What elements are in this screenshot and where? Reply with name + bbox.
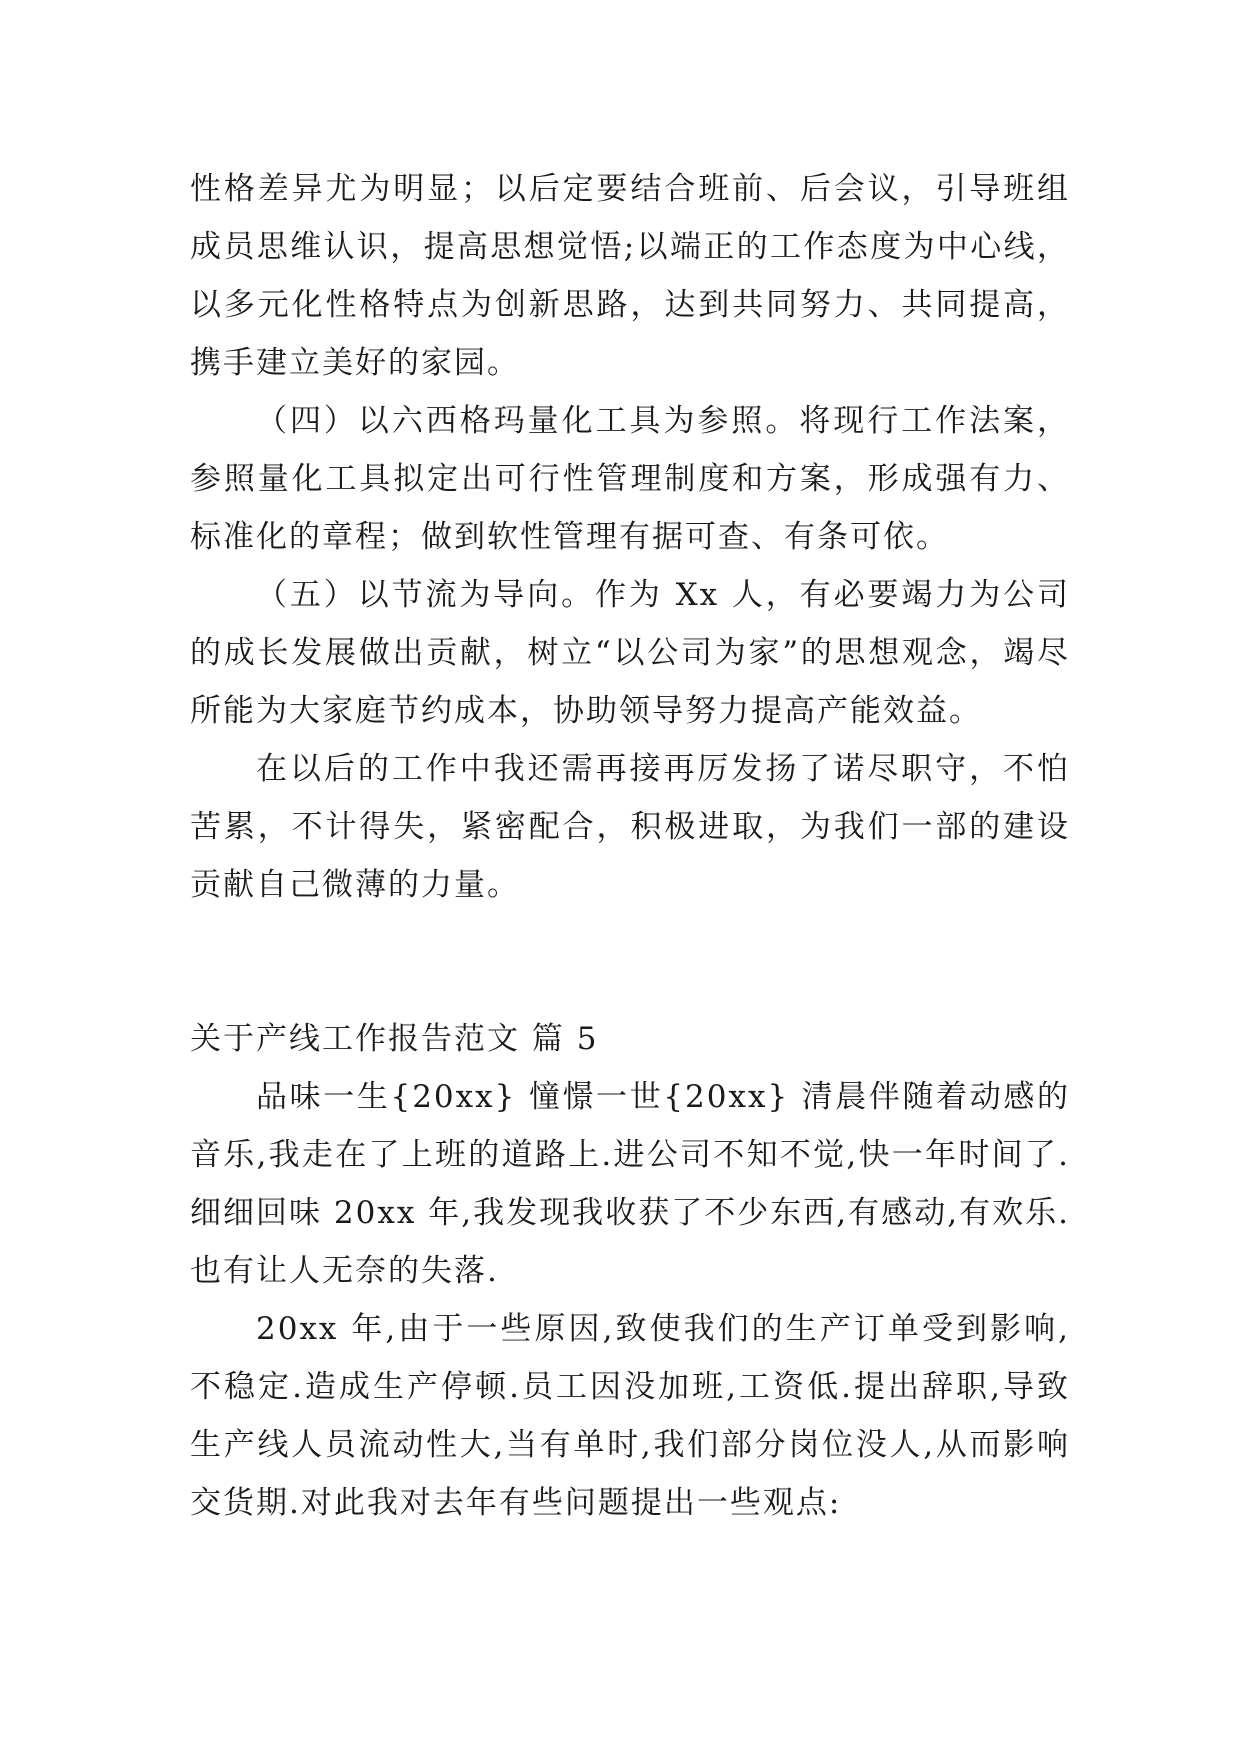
section-title: 关于产线工作报告范文 篇 5 — [190, 1021, 599, 1057]
paragraph-six-sigma: （四）以六西格玛量化工具为参照。将现行工作法案，参照量化工具拟定出可行性管理制度和方案，形成强有力、标准化的章程；做到软性管理有据可查、有条可依。 — [190, 403, 1070, 555]
section-spacer — [190, 914, 1070, 1010]
paragraph-cost-saving: （五）以节流为导向。作为 Xx 人，有必要竭力为公司的成长发展做出贡献，树立“以公司为家”的思想观念，竭尽所能为大家庭节约成本，协助领导努力提高产能效益。 — [190, 577, 1070, 729]
document-body — [190, 160, 1070, 1532]
paragraph-intro: 品味一生{20xx} 憧憬一世{20xx} 清晨伴随着动感的音乐,我走在了上班的道路上.进公司不知不觉,快一年时间了.细细回味 20xx 年,我发现我收获了不少东西,有感动,有欢乐.也有让人无奈的失落. — [190, 1079, 1070, 1289]
paragraph-problems: 20xx 年,由于一些原因,致使我们的生产订单受到影响,不稳定.造成生产停顿.员工因没加班,工资低.提出辞职,导致生产线人员流动性大,当有单时,我们部分岗位没人,从而影响交货期.对此我对去年有些问题提出一些观点: — [190, 1311, 1070, 1521]
paragraph-personality: 性格差异尤为明显；以后定要结合班前、后会议，引导班组成员思维认识，提高思想觉悟;以端正的工作态度为中心线，以多元化性格特点为创新思路，达到共同努力、共同提高，携手建立美好的家园。 — [190, 171, 1070, 381]
paragraph-conclusion: 在以后的工作中我还需再接再厉发扬了诺尽职守，不怕苦累，不计得失，紧密配合，积极进取，为我们一部的建设贡献自己微薄的力量。 — [190, 751, 1070, 903]
